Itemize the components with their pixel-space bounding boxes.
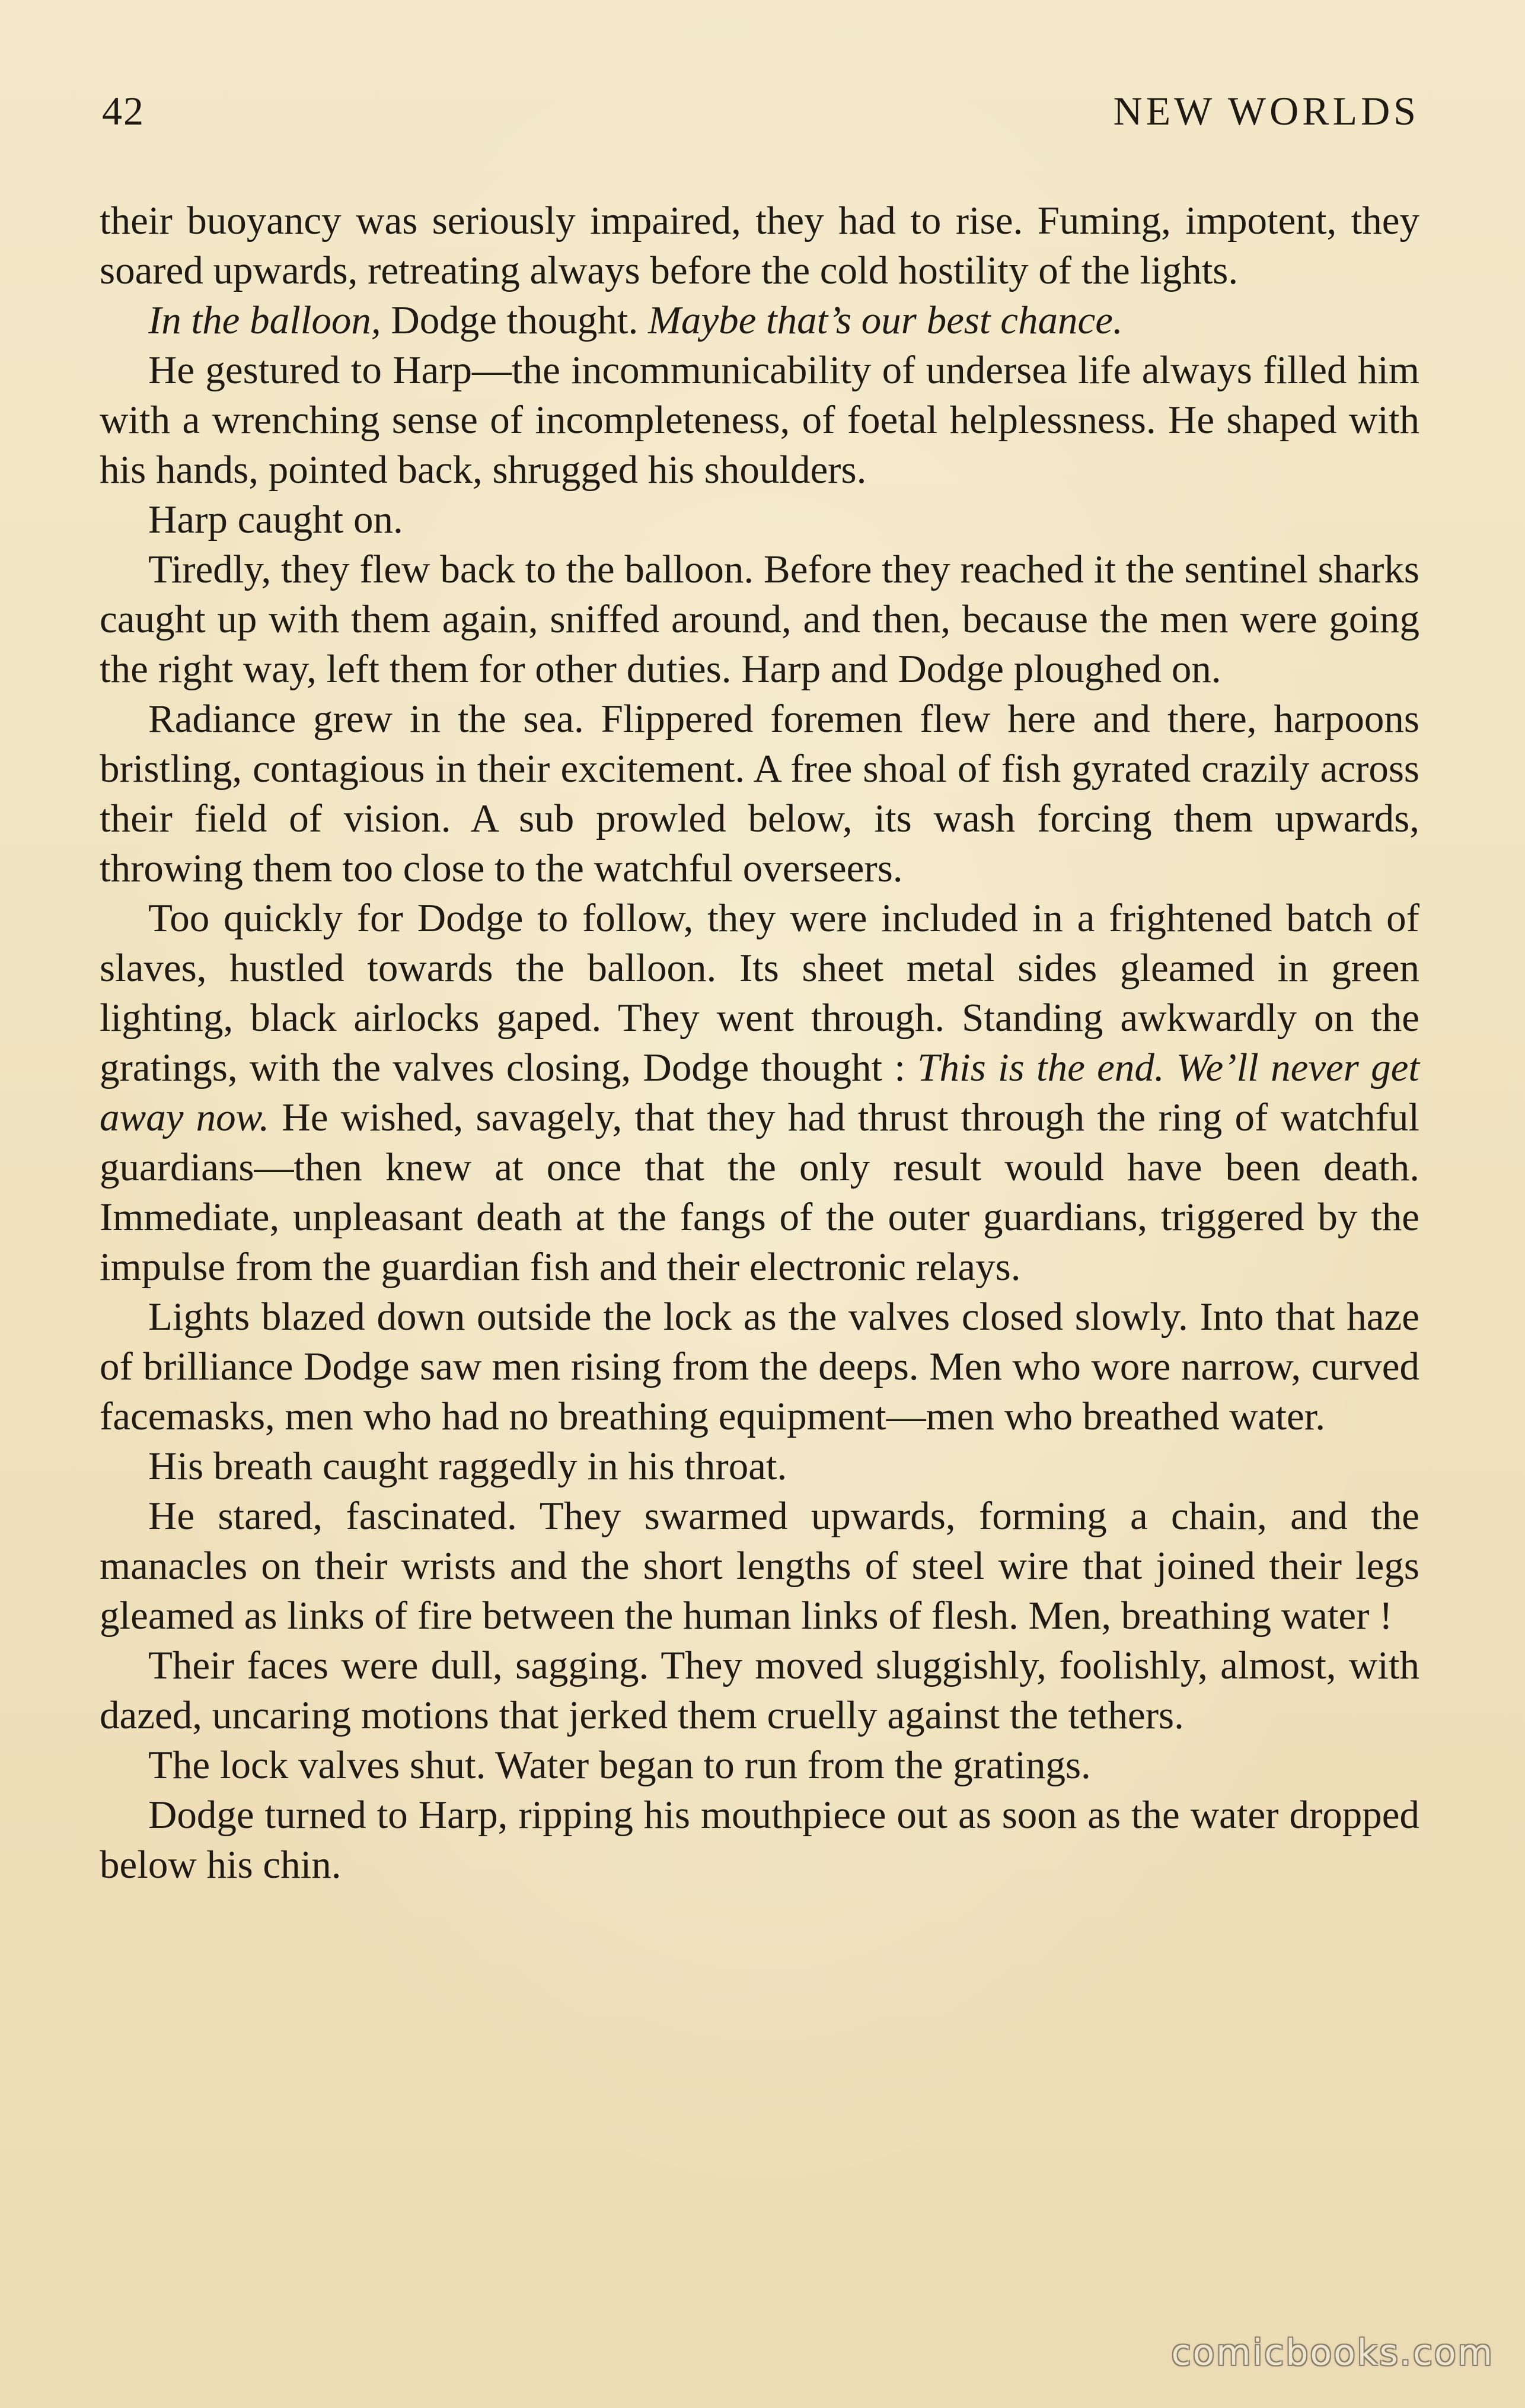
paragraph: The lock valves shut. Water began to run from the gratings.: [148, 1743, 1091, 1787]
italic-text: In the balloon,: [148, 298, 381, 342]
running-title: NEW WORLDS: [1113, 88, 1419, 133]
italic-text: Maybe that’s our best chance.: [648, 298, 1123, 342]
paragraph: their buoyancy was seriously impaired, they had to rise. Fuming, impotent, they soared upwards, retreating always before the cold hostility of the lights.: [100, 199, 1419, 292]
paragraph: Dodge turned to Harp, ripping his mouthpiece out as soon as the water dropped below his chin.: [100, 1793, 1419, 1887]
paragraph: [100, 295, 1419, 345]
paragraph: Their faces were dull, sagging. They moved sluggishly, foolishly, almost, with dazed, uncaring motions that jerked them cruelly against the tethers.: [100, 1643, 1419, 1737]
paragraph: He stared, fascinated. They swarmed upwards, forming a chain, and the manacles on their wrists and the short lengths of steel wire that joined their legs gleamed as links of fire between the human links of flesh. Men, breathing water !: [100, 1494, 1419, 1638]
paragraph-text: Too quickly for Dodge to follow, they were included in a frightened batch of slaves, hustled towards the balloon. Its sheet metal sides gleamed in green lighting, black airlocks gaped. They went through. Standing awkwardly on the gratings, with the valves closing, Dodge thought :: [100, 896, 1419, 1090]
paragraph: Lights blazed down outside the lock as the valves closed slowly. Into that haze of brilliance Dodge saw men rising from the deeps. Men who wore narrow, curved facemasks, men who had no breathing equipment—men who breathed water.: [100, 1295, 1419, 1438]
paragraph: Radiance grew in the sea. Flippered foremen flew here and there, harpoons bristling, contagious in their excitement. A free shoal of fish gyrated crazily across their field of vision. A sub prowled below, its wash forcing them upwards, throwing them too close to the watchful overseers.: [100, 697, 1419, 890]
paragraph: [100, 893, 1419, 1292]
paragraph-text: He wished, savagely, that they had thrust through the ring of watchful guardians—then knew at once that the only result would have been death. Immediate, unpleasant death at the fangs of the outer guardians, triggered by the impulse from the guardian fish and their electronic relays.: [100, 1095, 1419, 1289]
paragraph: His breath caught raggedly in his throat.: [148, 1444, 787, 1488]
paragraph: He gestured to Harp—the incommunicability of undersea life always filled him with a wrenching sense of incompleteness, of foetal helplessness. He shaped with his hands, pointed back, shrugged his shoulders.: [100, 348, 1419, 492]
paragraph: Tiredly, they flew back to the balloon. Before they reached it the sentinel sharks caught up with them again, sniffed around, and then, because the men were going the right way, left them for other duties. Harp and Dodge ploughed on.: [100, 547, 1419, 691]
paragraph: Harp caught on.: [148, 498, 403, 542]
body-text: [100, 196, 1419, 1890]
italic-text: This is the end. We’ll never get away now.: [100, 1046, 1419, 1139]
watermark: comicbooks.com: [1171, 2332, 1494, 2374]
page-header: [102, 88, 1419, 153]
page-number: 42: [102, 88, 145, 133]
paragraph-text: Dodge thought.: [381, 298, 649, 342]
